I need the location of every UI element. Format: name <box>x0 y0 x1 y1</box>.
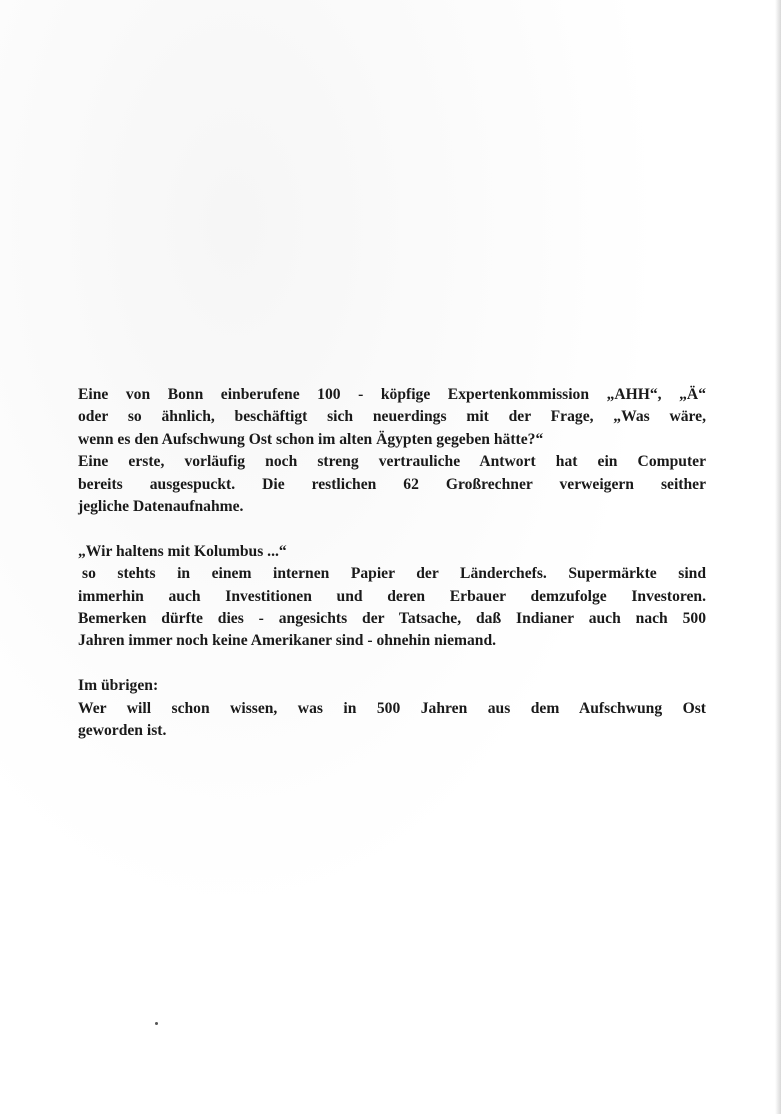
text-line: oder so ähnlich, beschäftigt sich neuerdings mit der Frage, „Was wäre, <box>78 408 706 426</box>
page-edge-shadow <box>775 0 781 1114</box>
paragraph-2 <box>78 541 706 653</box>
paragraph-gap <box>78 518 706 540</box>
text-line: immerhin auch Investitionen und deren Erbauer demzufolge Investoren. <box>78 587 706 605</box>
paragraph-1 <box>78 384 706 518</box>
text-line: geworden ist. <box>78 722 167 740</box>
text-line: bereits ausgespuckt. Die restlichen 62 Großrechner verweigern seither <box>78 475 706 493</box>
text-line: „Wir haltens mit Kolumbus ...“ <box>78 542 287 560</box>
text-line: Jahren immer noch keine Amerikaner sind - ohnehin niemand. <box>78 632 497 650</box>
text-line: so stehts in einem internen Papier der Länderchefs. Supermärkte sind <box>82 565 706 583</box>
document-body <box>78 384 706 742</box>
text-line: jegliche Datenaufnahme. <box>78 498 244 516</box>
text-line: Eine erste, vorläufig noch streng vertrauliche Antwort hat ein Computer <box>78 453 706 471</box>
text-line: Wer will schon wissen, was in 500 Jahren aus dem Aufschwung Ost <box>78 699 706 717</box>
paragraph-3 <box>78 675 706 742</box>
text-line: wenn es den Aufschwung Ost schon im alten Ägypten gegeben hätte?“ <box>78 430 544 448</box>
scan-speck <box>155 1022 158 1025</box>
paragraph-gap <box>78 653 706 675</box>
text-line: Im übrigen: <box>78 677 159 695</box>
text-line: Bemerken dürfte dies - angesichts der Tatsache, daß Indianer auch nach 500 <box>78 610 706 628</box>
text-line: Eine von Bonn einberufene 100 - köpfige Expertenkommission „AHH“, „Ä“ <box>78 386 706 403</box>
